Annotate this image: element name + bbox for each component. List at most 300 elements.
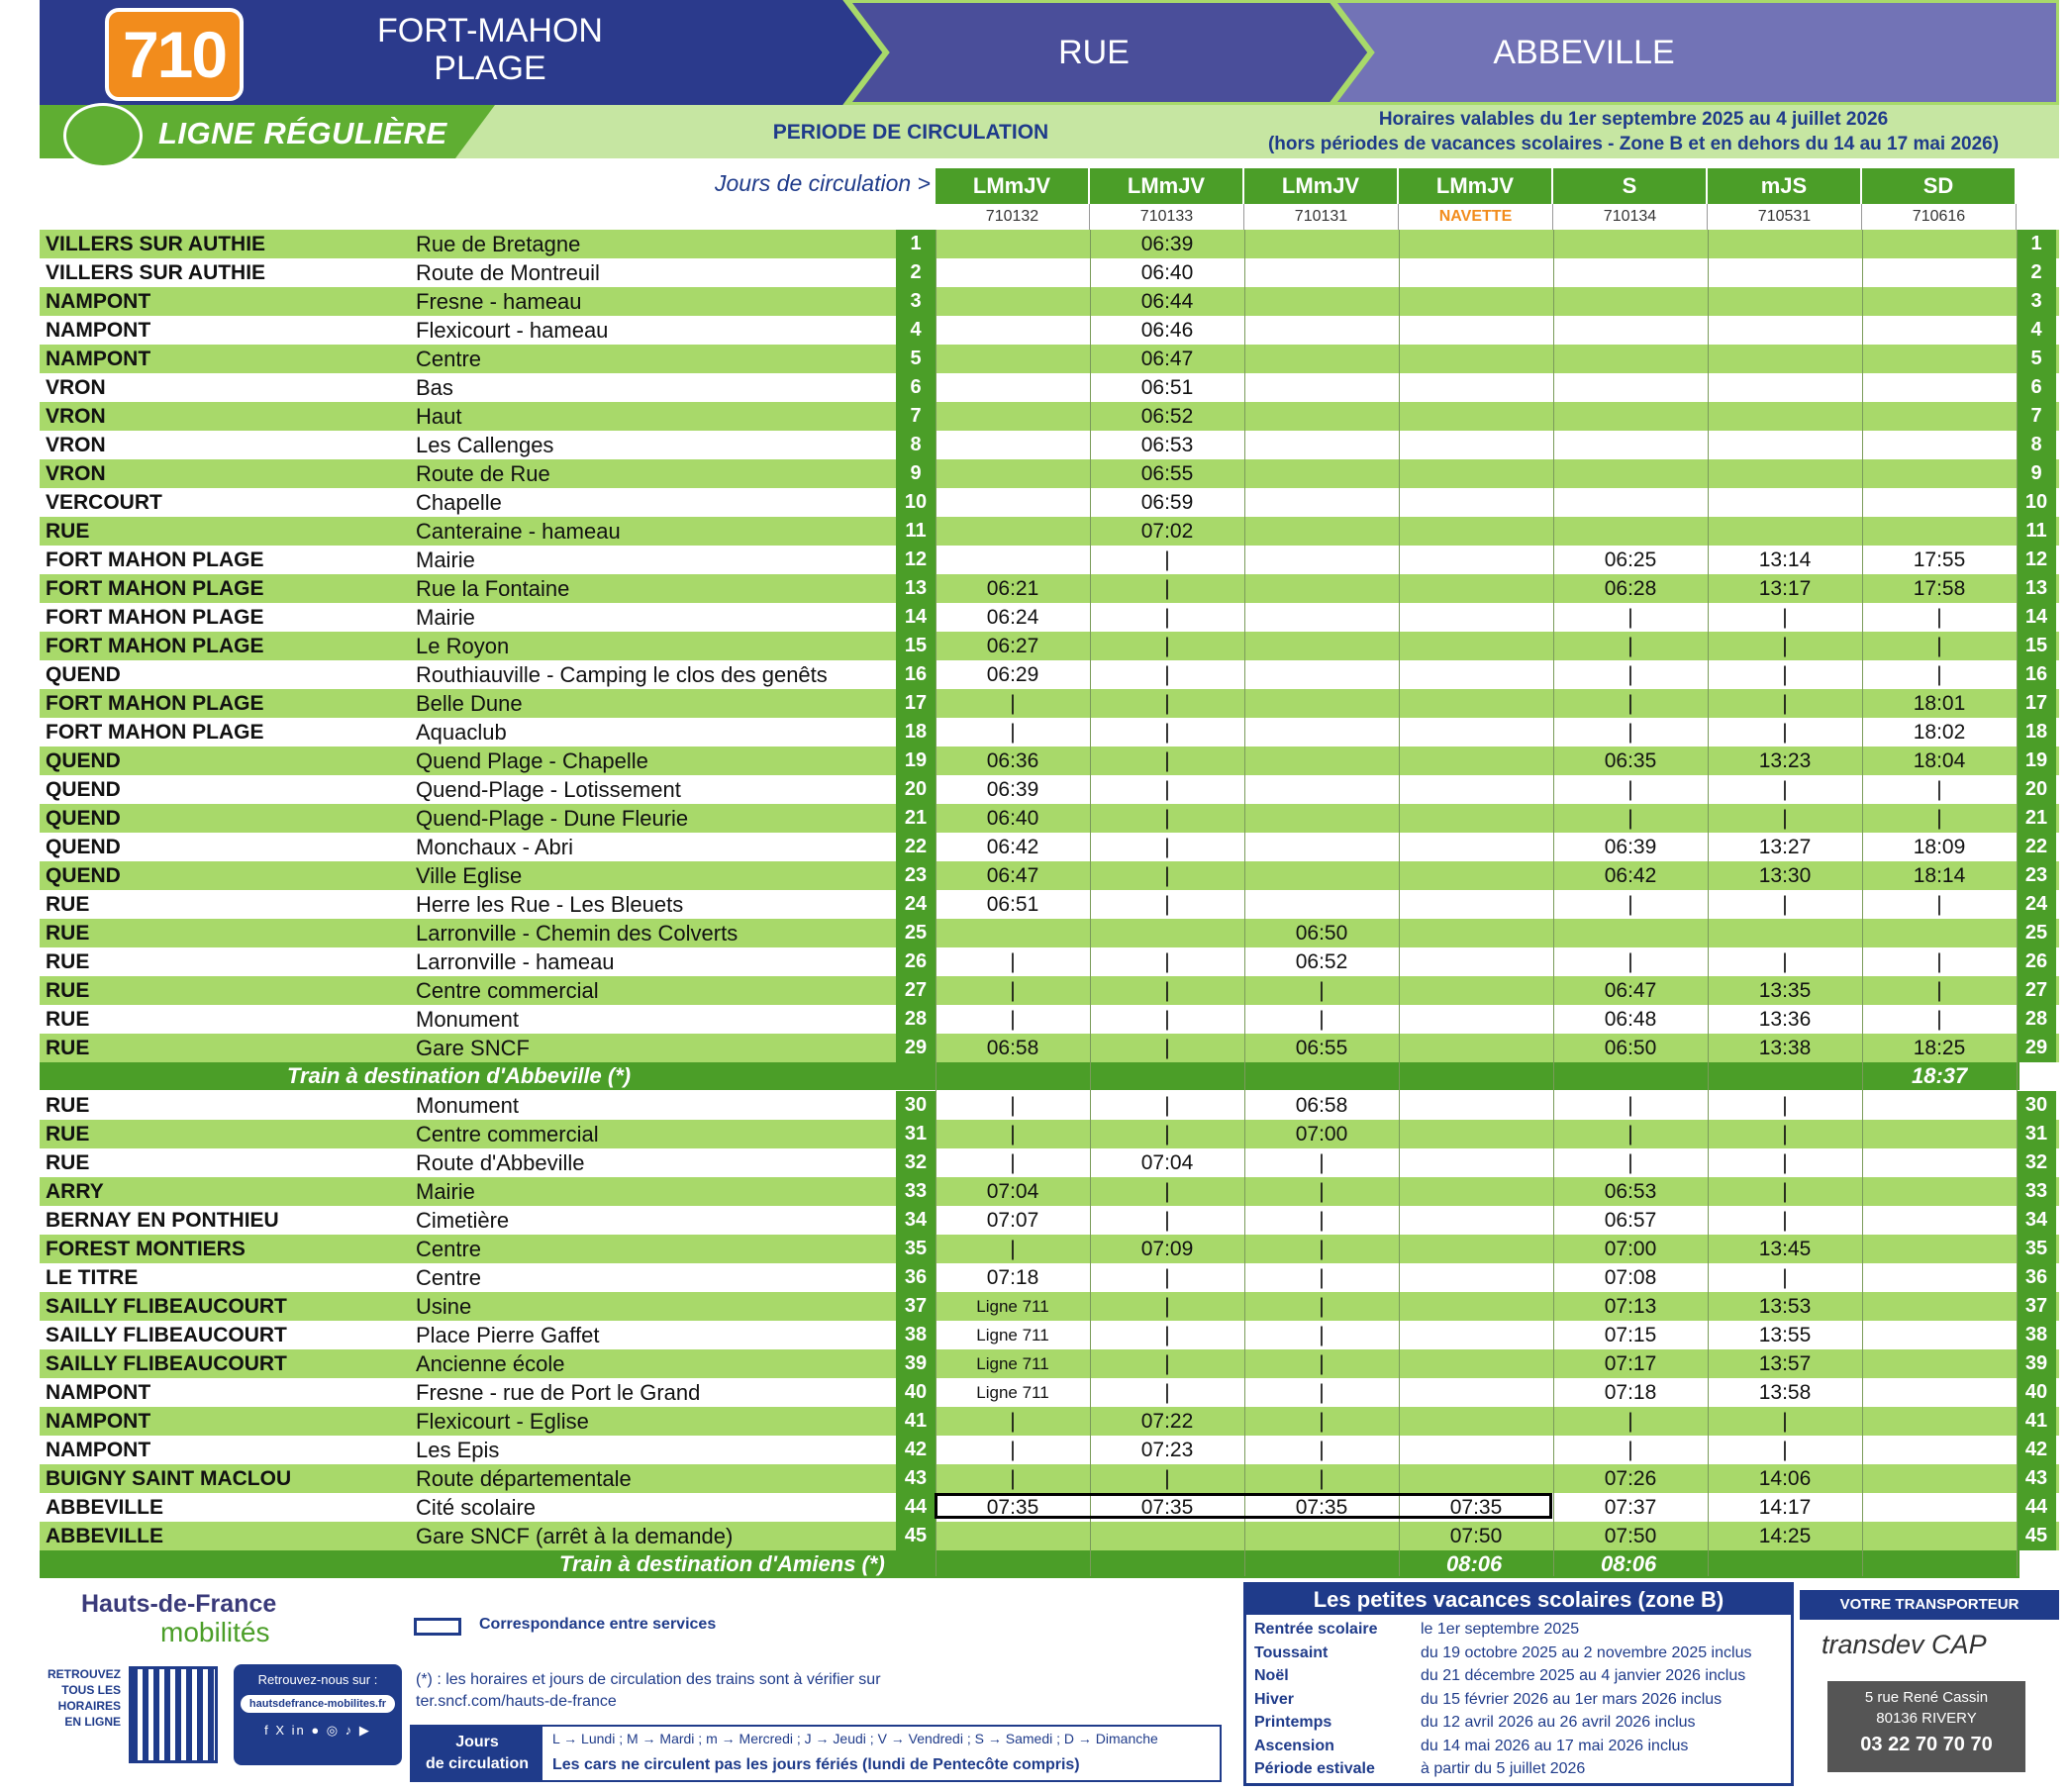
- train-note: [416, 1669, 950, 1713]
- stop-number-right: 25: [2017, 919, 2056, 947]
- time-cell: |: [1164, 1352, 1170, 1375]
- time-cell: |: [1627, 807, 1633, 830]
- validity-text: [1208, 107, 2059, 156]
- time-cell: |: [1319, 1352, 1325, 1375]
- qr-code[interactable]: [129, 1666, 218, 1763]
- stop-name: Centre: [416, 1237, 482, 1261]
- time-cell: [1399, 1436, 1553, 1464]
- time-cell: 07:50: [1449, 1525, 1503, 1547]
- stop-town: NAMPONT: [46, 1410, 151, 1433]
- time-cell: 06:39: [1604, 836, 1657, 858]
- time-cell: [1862, 919, 2017, 947]
- table-row: [40, 1464, 2059, 1493]
- train-abbeville-row: [40, 1062, 2020, 1090]
- time-cell: |: [1319, 1008, 1325, 1031]
- time-cell: 06:27: [986, 635, 1039, 657]
- stop-town: RUE: [46, 1094, 90, 1117]
- time-cell: [1244, 747, 1399, 775]
- time-cell: Ligne 711: [976, 1354, 1049, 1373]
- time-cell: 07:09: [1140, 1238, 1194, 1260]
- time-cell: [1708, 459, 1862, 488]
- time-cell: [1399, 890, 1553, 919]
- time-cell: |: [1936, 778, 1942, 801]
- time-cell: |: [1010, 692, 1016, 715]
- stop-name: Les Callenges: [416, 433, 554, 457]
- time-cell: 13:35: [1758, 979, 1812, 1002]
- column-header-day: mJS: [1708, 168, 1862, 204]
- time-cell: [1399, 373, 1553, 402]
- stop-name: Le Royon: [416, 634, 510, 658]
- time-cell: [1399, 947, 1553, 976]
- stop-number: 31: [896, 1120, 936, 1148]
- stop-number: 30: [896, 1091, 936, 1120]
- time-cell: [936, 919, 1090, 947]
- stop-town: ABBEVILLE: [46, 1525, 164, 1547]
- website-box[interactable]: [234, 1664, 402, 1765]
- carrier-phone[interactable]: 03 22 70 70 70: [1860, 1734, 1993, 1755]
- time-cell: 06:50: [1295, 922, 1348, 945]
- time-cell: [1244, 517, 1399, 546]
- hauts-de-france-logo: [81, 1590, 276, 1648]
- time-cell: 06:53: [1140, 434, 1194, 456]
- time-cell: |: [1164, 1008, 1170, 1031]
- time-cell: [1862, 345, 2017, 373]
- time-cell: |: [1164, 1123, 1170, 1145]
- time-cell: [1399, 1235, 1553, 1263]
- time-cell: [1399, 1349, 1553, 1378]
- stop-name: Fresne - hameau: [416, 289, 582, 314]
- table-row: [40, 258, 2059, 287]
- time-cell: 18:14: [1913, 864, 1966, 887]
- train-amiens-row: [40, 1550, 2020, 1578]
- time-cell: 06:57: [1604, 1209, 1657, 1232]
- stop-town: VRON: [46, 434, 106, 456]
- train-note-line2: ter.sncf.com/hauts-de-france: [416, 1693, 617, 1710]
- time-cell: [1399, 1206, 1553, 1235]
- stop-number-right: 5: [2017, 345, 2056, 373]
- time-cell: [936, 373, 1090, 402]
- stop-town: SAILLY FLIBEAUCOURT: [46, 1324, 287, 1346]
- stop-town: NAMPONT: [46, 290, 151, 313]
- time-cell: |: [1164, 721, 1170, 744]
- vacances-row: [1254, 1760, 1789, 1783]
- vacances-dates: le 1er septembre 2025: [1421, 1621, 1580, 1638]
- time-cell: [1862, 287, 2017, 316]
- table-row: [40, 804, 2059, 833]
- time-cell: [1862, 1177, 2017, 1206]
- table-row: [40, 574, 2059, 603]
- stop-name: Monchaux - Abri: [416, 835, 573, 859]
- time-cell: 06:58: [1295, 1094, 1348, 1117]
- stop-number: 22: [896, 833, 936, 861]
- column-header-code: 710131: [1244, 204, 1399, 230]
- table-row: [40, 345, 2059, 373]
- stop-number: 6: [896, 373, 936, 402]
- time-cell: [936, 402, 1090, 431]
- table-row: [40, 1034, 2059, 1062]
- stop-town: VILLERS SUR AUTHIE: [46, 261, 266, 284]
- website-link[interactable]: hautsdefrance-mobilites.fr: [241, 1695, 395, 1713]
- time-cell: [1399, 287, 1553, 316]
- time-cell: [1862, 1148, 2017, 1177]
- time-cell: [936, 459, 1090, 488]
- time-cell: |: [1010, 1123, 1016, 1145]
- stop-number: 27: [896, 976, 936, 1005]
- time-cell: [1399, 1292, 1553, 1321]
- stop-number: 9: [896, 459, 936, 488]
- time-cell: |: [1627, 663, 1633, 686]
- table-row: [40, 919, 2059, 947]
- column-header-day: S: [1553, 168, 1708, 204]
- stop-number-right: 30: [2017, 1091, 2056, 1120]
- time-cell: |: [1164, 1037, 1170, 1059]
- time-cell: [1399, 517, 1553, 546]
- stop-number-right: 33: [2017, 1177, 2056, 1206]
- time-cell: [1862, 1263, 2017, 1292]
- table-row: [40, 287, 2059, 316]
- time-cell: |: [1010, 1439, 1016, 1461]
- column-header-day: LMmJV: [936, 168, 1090, 204]
- time-cell: |: [1164, 1266, 1170, 1289]
- time-cell: 06:25: [1604, 548, 1657, 571]
- stop-name: Les Epis: [416, 1438, 500, 1462]
- stop-name: Routhiauville - Camping le clos des genêts: [416, 662, 828, 687]
- time-cell: 06:52: [1140, 405, 1194, 428]
- table-row: [40, 459, 2059, 488]
- carrier-box: [1800, 1590, 2059, 1778]
- vacances-dates: du 19 octobre 2025 au 2 novembre 2025 inclus: [1421, 1643, 1752, 1661]
- table-row: [40, 689, 2059, 718]
- stop-number-right: 18: [2017, 718, 2056, 747]
- time-cell: [1399, 775, 1553, 804]
- time-cell: [936, 517, 1090, 546]
- correspondance-legend-text: Correspondance entre services: [479, 1616, 717, 1633]
- stop-number: 16: [896, 660, 936, 689]
- time-cell: |: [1936, 1008, 1942, 1031]
- stop-town: SAILLY FLIBEAUCOURT: [46, 1352, 287, 1375]
- time-cell: 07:23: [1140, 1439, 1194, 1461]
- time-cell: 06:44: [1140, 290, 1194, 313]
- hdf-logo-line2: mobilités: [160, 1617, 270, 1647]
- time-cell: 06:28: [1604, 577, 1657, 600]
- time-cell: [1399, 1034, 1553, 1062]
- stop-town: NAMPONT: [46, 319, 151, 342]
- retrouvez-text: RETROUVEZ TOUS LES HORAIRES EN LIGNE: [47, 1667, 121, 1729]
- time-cell: |: [1627, 1151, 1633, 1174]
- time-cell: 06:55: [1295, 1037, 1348, 1059]
- stop-town: RUE: [46, 979, 90, 1002]
- stop-town: VRON: [46, 462, 106, 485]
- stop-name: Quend-Plage - Dune Fleurie: [416, 806, 689, 831]
- stop-number: 29: [896, 1034, 936, 1062]
- stop-town: RUE: [46, 922, 90, 945]
- stop-town: QUEND: [46, 663, 121, 686]
- time-cell: [1399, 574, 1553, 603]
- column-header-day: LMmJV: [1090, 168, 1244, 204]
- stop-name: Place Pierre Gaffet: [416, 1323, 600, 1347]
- stop-town: QUEND: [46, 836, 121, 858]
- stop-number-right: 19: [2017, 747, 2056, 775]
- time-cell: |: [1164, 1295, 1170, 1318]
- stop-name: Haut: [416, 404, 462, 429]
- table-row: [40, 1292, 2059, 1321]
- jours-legend: [410, 1725, 1222, 1782]
- stop-number: 10: [896, 488, 936, 517]
- time-cell: [1244, 660, 1399, 689]
- time-cell: 07:04: [986, 1180, 1039, 1203]
- stop-number-right: 44: [2017, 1493, 2056, 1522]
- time-cell: [1244, 488, 1399, 517]
- vacances-period: Rentrée scolaire: [1254, 1621, 1378, 1638]
- time-cell: [1399, 1177, 1553, 1206]
- stop-name: Gare SNCF (arrêt à la demande): [416, 1524, 734, 1548]
- table-row: [40, 603, 2059, 632]
- stop-number: 2: [896, 258, 936, 287]
- time-cell: 07:17: [1604, 1352, 1657, 1375]
- stop-town: RUE: [46, 893, 90, 916]
- time-cell: [1244, 402, 1399, 431]
- vacances-row: [1254, 1644, 1789, 1667]
- stop-number-right: 8: [2017, 431, 2056, 459]
- stop-number: 32: [896, 1148, 936, 1177]
- stop-number: 24: [896, 890, 936, 919]
- table-row: [40, 1120, 2059, 1148]
- stop-number-right: 40: [2017, 1378, 2056, 1407]
- vacances-dates: du 14 mai 2026 au 17 mai 2026 inclus: [1421, 1737, 1689, 1754]
- time-cell: |: [1936, 893, 1942, 916]
- time-cell: [1244, 345, 1399, 373]
- time-cell: [1399, 747, 1553, 775]
- stop-number: 20: [896, 775, 936, 804]
- time-cell: 07:00: [1295, 1123, 1348, 1145]
- jours-legend-title-line1: Jours: [455, 1734, 499, 1750]
- stop-town: RUE: [46, 950, 90, 973]
- stop-number: 13: [896, 574, 936, 603]
- time-cell: |: [1010, 1410, 1016, 1433]
- time-cell: 14:17: [1758, 1496, 1812, 1519]
- time-cell: |: [1782, 1266, 1788, 1289]
- column-header-code: 710531: [1708, 204, 1862, 230]
- time-cell: |: [1164, 836, 1170, 858]
- time-cell: [936, 316, 1090, 345]
- time-cell: |: [1319, 1439, 1325, 1461]
- stop-number-right: 3: [2017, 287, 2056, 316]
- stop-number: 45: [896, 1522, 936, 1550]
- time-cell: [1399, 488, 1553, 517]
- stop-town: QUEND: [46, 778, 121, 801]
- website-label: Retrouvez-nous sur :: [257, 1672, 378, 1687]
- stop-number: 15: [896, 632, 936, 660]
- time-cell: [1244, 230, 1399, 258]
- stop-number-right: 6: [2017, 373, 2056, 402]
- time-cell: [1244, 574, 1399, 603]
- stop-number-right: 45: [2017, 1522, 2056, 1550]
- table-row: [40, 517, 2059, 546]
- stop-town: FORT MAHON PLAGE: [46, 721, 264, 744]
- table-row: [40, 1321, 2059, 1349]
- time-cell: |: [1936, 979, 1942, 1002]
- time-cell: |: [1319, 1180, 1325, 1203]
- time-cell: |: [1782, 1439, 1788, 1461]
- table-row: [40, 373, 2059, 402]
- time-cell: [936, 230, 1090, 258]
- stop-number-right: 34: [2017, 1206, 2056, 1235]
- time-cell: [936, 488, 1090, 517]
- stop-town: VILLERS SUR AUTHIE: [46, 233, 266, 255]
- time-cell: |: [1164, 1324, 1170, 1346]
- stop-number-right: 20: [2017, 775, 2056, 804]
- destination-abbeville: ABBEVILLE: [1493, 34, 1675, 71]
- time-cell: |: [1319, 979, 1325, 1002]
- time-cell: 13:14: [1758, 548, 1812, 571]
- time-cell: [1244, 775, 1399, 804]
- stop-town: FORT MAHON PLAGE: [46, 606, 264, 629]
- stop-number-right: 32: [2017, 1148, 2056, 1177]
- stop-number-right: 1: [2017, 230, 2056, 258]
- time-cell: |: [1627, 635, 1633, 657]
- time-cell: |: [1319, 1467, 1325, 1490]
- vacances-row: [1254, 1667, 1789, 1690]
- table-row: [40, 1091, 2059, 1120]
- table-row: [40, 775, 2059, 804]
- vacances-dates: du 21 décembre 2025 au 4 janvier 2026 inclus: [1421, 1667, 1746, 1684]
- time-cell: |: [1319, 1381, 1325, 1404]
- stop-number-right: 37: [2017, 1292, 2056, 1321]
- time-cell: [1862, 316, 2017, 345]
- stop-number: 5: [896, 345, 936, 373]
- validity-line-1: Horaires valables du 1er septembre 2025 au 4 juillet 2026: [1378, 109, 1889, 130]
- time-cell: [936, 258, 1090, 287]
- time-cell: |: [1936, 606, 1942, 629]
- train-amiens-label: Train à destination d'Amiens (*): [559, 1551, 885, 1576]
- stop-name: Route départementale: [416, 1466, 632, 1491]
- time-cell: |: [1164, 1094, 1170, 1117]
- time-cell: [1399, 632, 1553, 660]
- time-cell: 07:35: [1140, 1496, 1194, 1519]
- time-cell: [936, 287, 1090, 316]
- time-cell: [1553, 287, 1708, 316]
- time-cell: |: [1010, 979, 1016, 1002]
- ligne-type-label: LIGNE RÉGULIÈRE: [158, 116, 447, 150]
- time-cell: [1708, 431, 1862, 459]
- time-cell: [1399, 230, 1553, 258]
- time-cell: 06:39: [1140, 233, 1194, 255]
- table-row: [40, 1349, 2059, 1378]
- time-cell: [1862, 1206, 2017, 1235]
- stop-number-right: 21: [2017, 804, 2056, 833]
- time-cell: |: [1010, 1238, 1016, 1260]
- stop-town: RUE: [46, 1151, 90, 1174]
- time-cell: |: [1319, 1151, 1325, 1174]
- time-cell: [1862, 230, 2017, 258]
- time-cell: 06:39: [986, 778, 1039, 801]
- time-cell: |: [1319, 1324, 1325, 1346]
- time-cell: [1244, 546, 1399, 574]
- stop-number: 12: [896, 546, 936, 574]
- time-cell: Ligne 711: [976, 1326, 1049, 1344]
- stop-town: VRON: [46, 376, 106, 399]
- time-cell: |: [1782, 1410, 1788, 1433]
- time-cell: |: [1164, 979, 1170, 1002]
- time-cell: [1862, 1091, 2017, 1120]
- train-abbeville-time: 18:37: [1912, 1063, 1968, 1088]
- stop-number: 11: [896, 517, 936, 546]
- stop-name: Monument: [416, 1093, 519, 1118]
- time-cell: 07:00: [1604, 1238, 1657, 1260]
- time-cell: [1244, 1522, 1399, 1550]
- time-cell: 13:45: [1758, 1238, 1812, 1260]
- train-amiens-time-samedi: 08:06: [1601, 1551, 1657, 1576]
- time-cell: [1244, 258, 1399, 287]
- time-cell: 06:21: [986, 577, 1039, 600]
- social-icons[interactable]: f X in ● ◎ ♪ ▶: [264, 1723, 371, 1738]
- time-cell: |: [1164, 1467, 1170, 1490]
- time-cell: |: [1627, 1123, 1633, 1145]
- time-cell: [1553, 919, 1708, 947]
- time-cell: |: [1782, 1180, 1788, 1203]
- time-cell: |: [1782, 950, 1788, 973]
- stop-number: 8: [896, 431, 936, 459]
- vacances-period: Noël: [1254, 1667, 1289, 1684]
- vacances-dates: à partir du 5 juillet 2026: [1421, 1760, 1586, 1777]
- stop-number-right: 2: [2017, 258, 2056, 287]
- vacances-dates: du 15 février 2026 au 1er mars 2026 inclus: [1421, 1690, 1723, 1708]
- time-cell: 13:36: [1758, 1008, 1812, 1031]
- time-cell: [1553, 402, 1708, 431]
- time-cell: [1553, 345, 1708, 373]
- time-cell: [1244, 890, 1399, 919]
- time-cell: [1399, 258, 1553, 287]
- time-cell: 07:04: [1140, 1151, 1194, 1174]
- stop-number-right: 7: [2017, 402, 2056, 431]
- time-cell: |: [1010, 1008, 1016, 1031]
- column-header-day: LMmJV: [1399, 168, 1553, 204]
- time-cell: |: [1782, 721, 1788, 744]
- stop-town: FORT MAHON PLAGE: [46, 577, 264, 600]
- time-cell: [1399, 976, 1553, 1005]
- time-cell: |: [1164, 1381, 1170, 1404]
- time-cell: 07:18: [986, 1266, 1039, 1289]
- time-cell: [1244, 861, 1399, 890]
- stop-town: QUEND: [46, 807, 121, 830]
- stop-number-right: 13: [2017, 574, 2056, 603]
- column-header-code: 710132: [936, 204, 1090, 230]
- time-cell: 13:57: [1758, 1352, 1812, 1375]
- correspondance-legend-icon: [414, 1618, 461, 1636]
- vacances-row: [1254, 1714, 1789, 1737]
- vacances-row: [1254, 1691, 1789, 1714]
- time-cell: |: [1010, 1467, 1016, 1490]
- stop-number: 25: [896, 919, 936, 947]
- table-row: [40, 976, 2059, 1005]
- stop-name: Bas: [416, 375, 453, 400]
- time-cell: [1553, 316, 1708, 345]
- time-cell: 06:59: [1140, 491, 1194, 514]
- stop-number-right: 27: [2017, 976, 2056, 1005]
- time-cell: [1399, 316, 1553, 345]
- time-cell: 06:50: [1604, 1037, 1657, 1059]
- column-divider: [1862, 230, 1863, 1576]
- time-cell: [936, 431, 1090, 459]
- time-cell: [1399, 603, 1553, 632]
- stop-number-right: 15: [2017, 632, 2056, 660]
- stop-number-right: 14: [2017, 603, 2056, 632]
- stop-number-right: 16: [2017, 660, 2056, 689]
- time-cell: 13:27: [1758, 836, 1812, 858]
- stop-number: 19: [896, 747, 936, 775]
- stop-name: Belle Dune: [416, 691, 523, 716]
- table-row: [40, 1206, 2059, 1235]
